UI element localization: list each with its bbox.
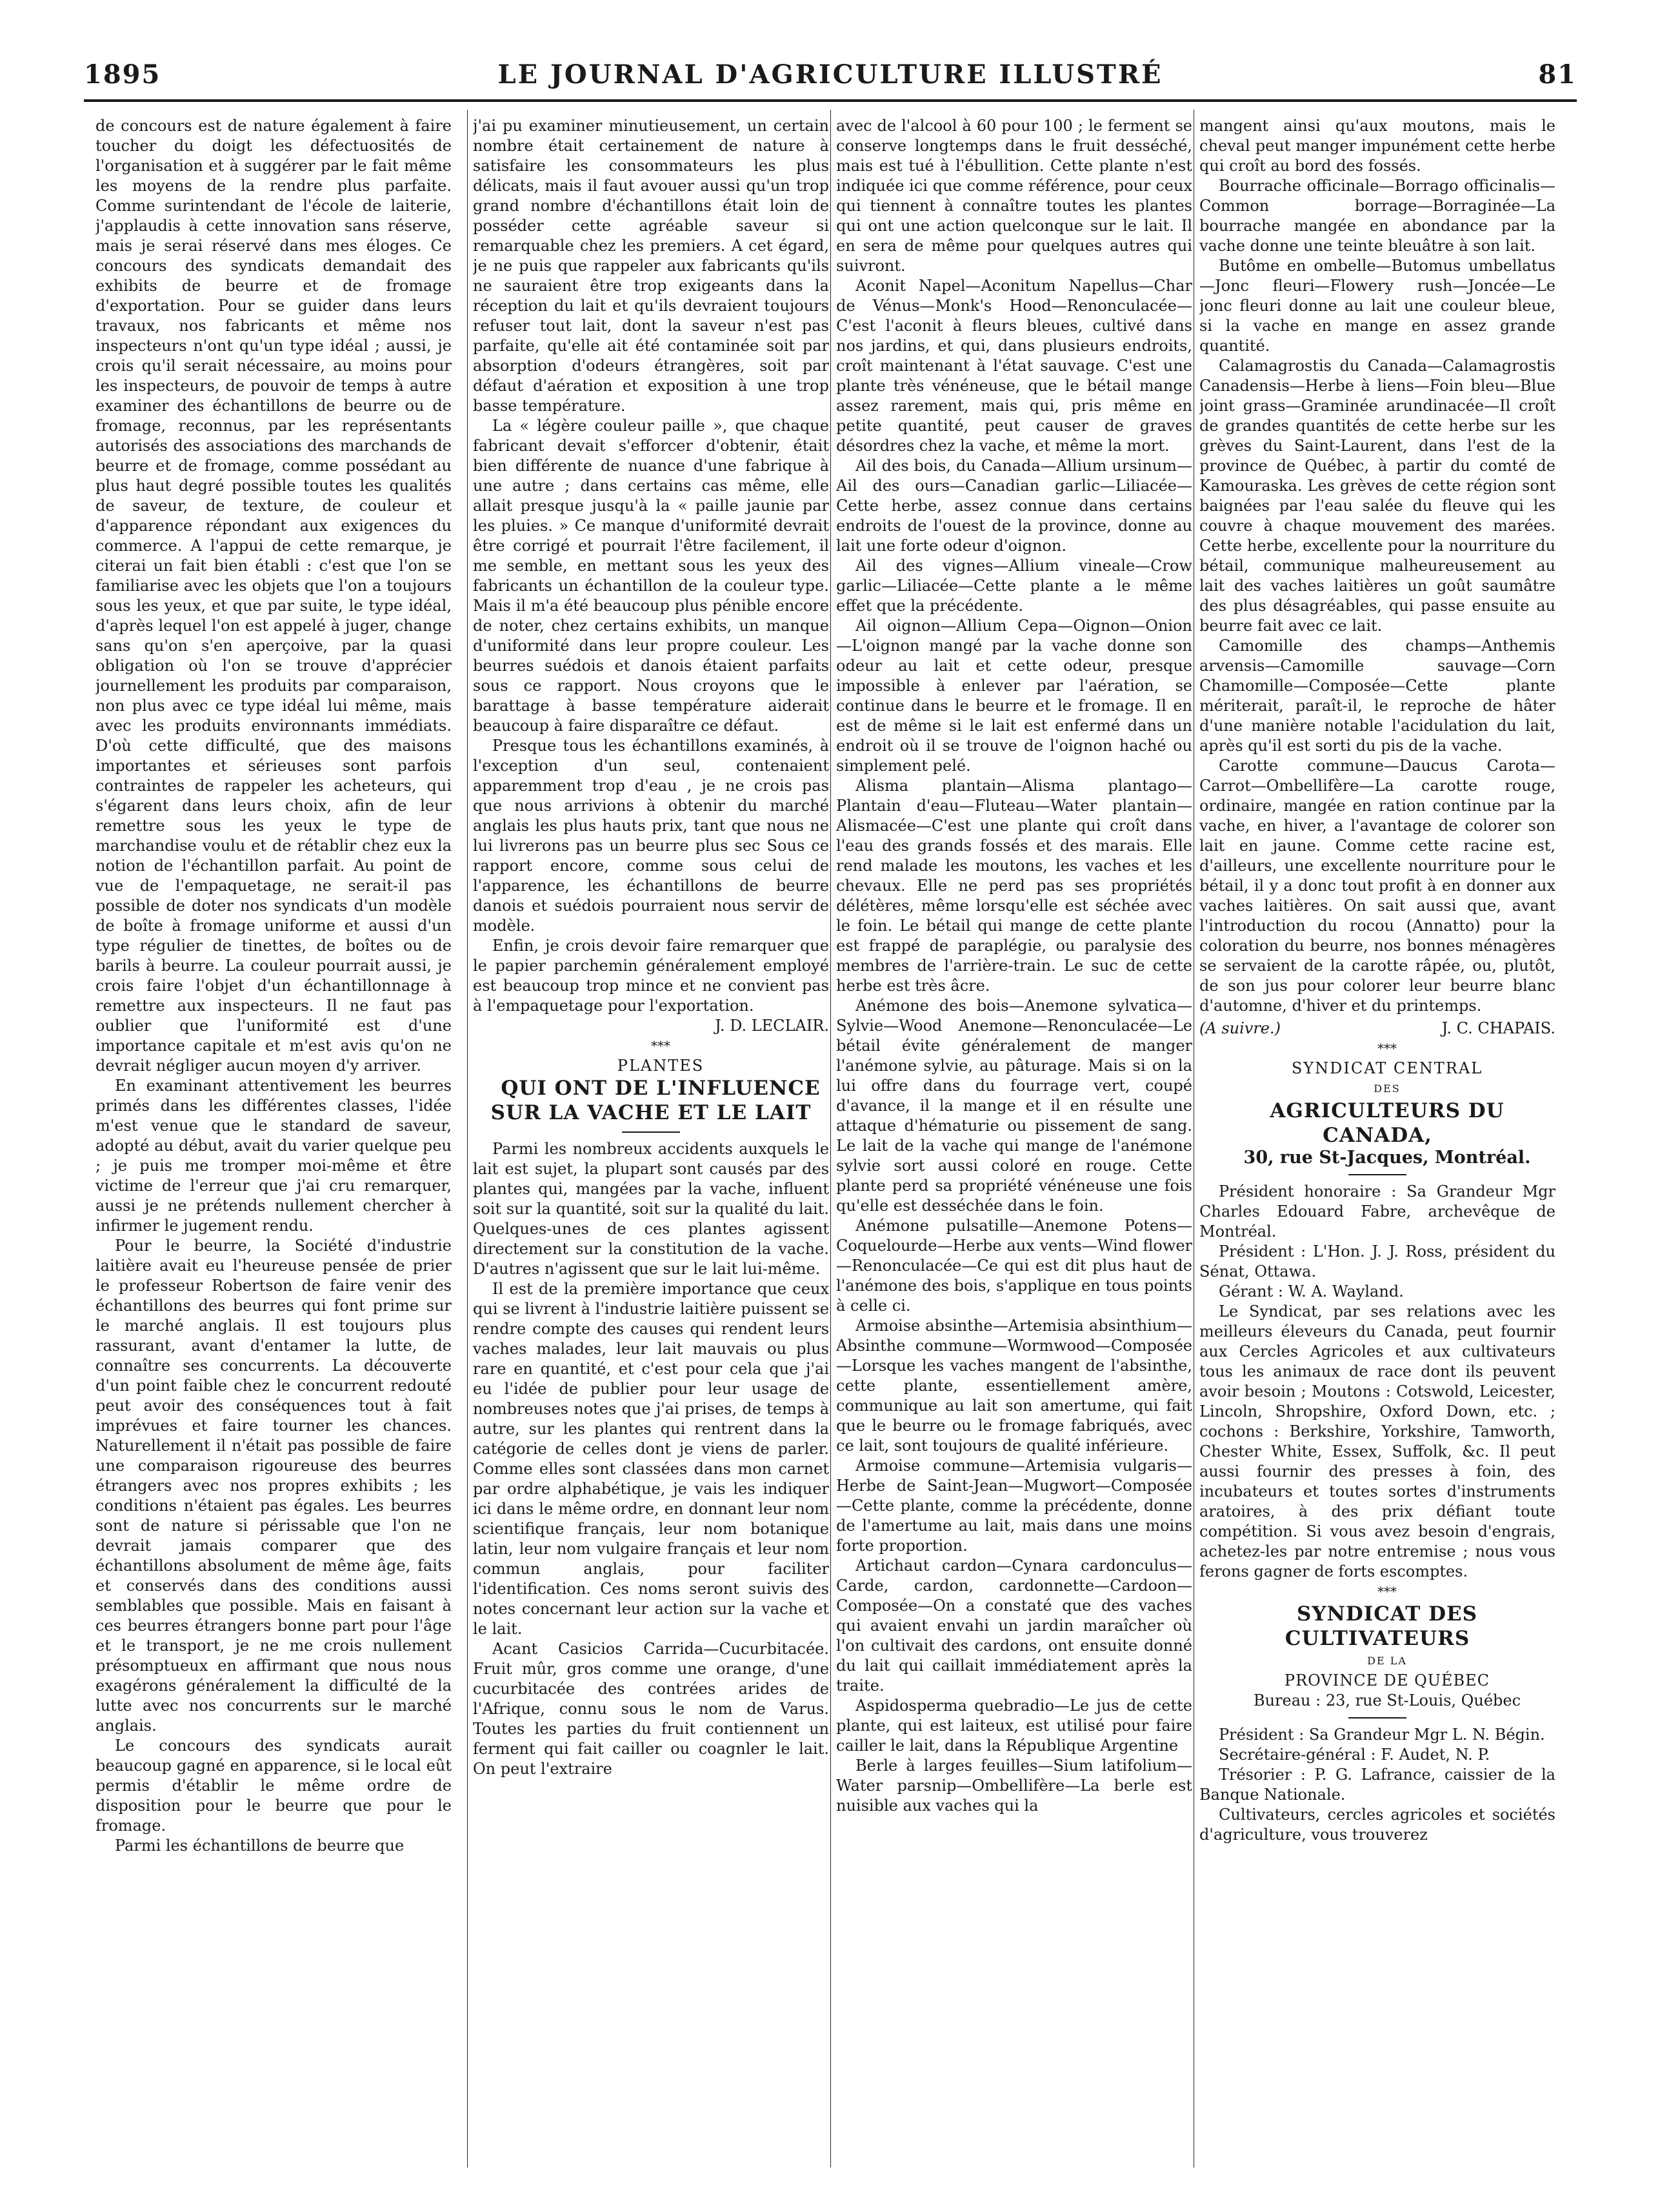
syndicate-kicker: SYNDICAT CENTRAL xyxy=(1291,1059,1483,1077)
column-divider xyxy=(830,110,831,2167)
heading-rule xyxy=(1348,1174,1406,1175)
heading-rule xyxy=(1348,1717,1406,1719)
paragraph: Cultivateurs, cercles agricoles et sociétés d'agriculture, vous trouverez xyxy=(1199,1806,1555,1844)
paragraph: Enfin, je crois devoir faire remarquer que le papier parchemin généralement employé est beaucoup trop mince et ne convient pas à l'empaquetage pour l'exportation. xyxy=(473,937,829,1015)
paragraph: Président : L'Hon. J. J. Ross, président du Sénat, Ottawa. xyxy=(1199,1242,1555,1280)
plant-entry: Anémone des bois—Anemone sylvatica—Sylvie—Wood Anemone—Renonculacée—Le bétail évite généralement de manger l'anémone sylvie, au pâturage. Mais si on la lui offre dans du fourrage vert, coupé d'avance, il la mange et il en résulte une attaque d'hématurie ou pissement de sang. Le lait de la vache qui mange de l'anémone sylvie sort aussi coloré en rouge. Cette plante perd sa propriété vénéneuse une fois qu'elle est desséchée dans le foin. xyxy=(836,997,1192,1215)
header-rule xyxy=(84,99,1577,102)
plant-entry: Calamagrostis du Canada—Calamagrostis Canadensis—Herbe à liens—Foin bleu—Blue joint grass—Graminée arundinacée—Il croît de grandes quantités de cette herbe sur les grèves du Saint-Laurent, dans l'est de la province de Québec, à partir du comté de Kamouraska. Les grèves de cette région sont baignées par l'eau salée du fleuve qui les couvre à chaque mouvement des marées. Cette herbe, excellente pour la nourriture du bétail, communique malheureusement au lait des vaches laitières un goût saumâtre des plus désagréables, qui passe ensuite au beurre fait avec ce lait. xyxy=(1199,357,1555,635)
plant-entry: Aspidosperma quebradio—Le jus de cette plante, qui est laiteux, est utilisé pour faire cailler le lait, dans la République Argentine xyxy=(836,1697,1192,1755)
article-footer xyxy=(1199,1019,1555,1039)
paragraph: Parmi les nombreux accidents auxquels le lait est sujet, la plupart sont causés par des plantes qui, mangées par la vache, influent soit sur la quantité, soit sur la qualité du lait. Quelques-unes de ces plantes agissent directement sur la constitution de la vache. D'autres n'agissent que sur le lait lui-même. xyxy=(473,1140,829,1278)
page-header xyxy=(84,59,1577,94)
paragraph: La « légère couleur paille », que chaque fabricant devait s'efforcer d'obtenir, était bien différente de nuance d'une fabrique à une autre ; dans certains cas même, elle allait presque jusqu'à la « paille jaunie par les pluies. » Ce manque d'uniformité devrait être corrigé et pourrait l'être facilement, il me semble, en mettant sous les yeux des fabricants un échantillon de la couleur type. Mais il m'a été beaucoup plus pénible encore de noter, chez certains exhibits, un manque d'uniformité dans leur propre couleur. Les beurres suédois et danois étaient parfaits sous ce rapport. Nous croyons que le barattage à basse température aiderait beaucoup à faire disparaître ce défaut. xyxy=(473,417,829,735)
plant-entry: Armoise absinthe—Artemisia absinthium—Absinthe commune—Wormwood—Composée—Lorsque les vaches mangent de l'absinthe, cette plante, essentiellement amère, communique au lait son amertume, qui fait que le beurre ou le fromage fabriqués, avec ce lait, sont toujours de qualité inférieure. xyxy=(836,1317,1192,1455)
section-separator: *** xyxy=(1377,1041,1397,1056)
paragraph: Acant Casicios Carrida—Cucurbitacée. Fruit mûr, gros comme une orange, d'une cucurbitacée des contrées arides de l'Afrique, connu sous le nom de Varus. Toutes les parties du fruit contiennent un ferment qui fait cailler ou coagnler le lait. On peut l'extraire xyxy=(473,1640,829,1778)
paragraph: Il est de la première importance que ceux qui se livrent à l'industrie laitière puissent se rendre compte des causes qui rendent leurs vaches malades, leur lait mauvais ou plus rare en quantité, et c'est pour cela que j'ai eu l'idée de publier pour leur usage de nombreuses notes que j'ai prises, de temps à autre, sur les plantes qui rentrent dans la catégorie de celles dont je viens de parler. Comme elles sont classées dans mon carnet par ordre alphabétique, je vais les indiquer ici dans le même ordre, en donnant leur nom scientifique français, leur nom botanique latin, leur nom vulgaire français et leur nom commun anglais, pour faciliter l'identification. Ces noms seront suivis des notes concernant leur action sur la vache et le lait. xyxy=(473,1280,829,1638)
plant-entry: Carotte commune—Daucus Carota—Carrot—Ombellifère—La carotte rouge, ordinaire, mangée en ration continue par la vache, en hiver, a l'avantage de colorer son lait en jaune. Comme cette racine est, d'ailleurs, une excellente nourriture pour le bétail, il y a donc tout profit à en donner aux vaches laitières. On sait aussi que, avant l'introduction du rocou (Annatto) pour la coloration du beurre, nos bonnes ménagères se servaient de la carotte râpée, ou, plutôt, de son jus pour colorer leur beurre blanc d'automne, d'hiver et du printemps. xyxy=(1199,757,1555,1015)
plant-entry: Ail des bois, du Canada—Allium ursinum—Ail des ours—Canadian garlic—Liliacée—Cette herbe, assez connue dans certains endroits de l'ouest de la province, donne au lait une forte odeur d'oignon. xyxy=(836,457,1192,555)
to-be-continued: (A suivre.) xyxy=(1199,1019,1281,1037)
paragraph: j'ai pu examiner minutieusement, un certain nombre était certainement de nature à satisfaire les consommateurs les plus délicats, mais il faut avouer aussi qu'un trop grand nombre d'échantillons était loin de posséder cette agréable saveur si remarquable chez les premiers. A cet égard, je ne puis que rappeler aux fabricants qu'ils ne sauraient être trop exigeants dans la réception du lait et qu'ils devraient toujours refuser tout lait, dont la saveur n'est pas parfaite, qu'elle ait été contaminée soit par absorption d'odeurs étrangères, soit par défaut d'aération et exposition à une trop basse température. xyxy=(473,117,829,415)
paragraph: avec de l'alcool à 60 pour 100 ; le ferment se conserve longtemps dans le fruit desséché, mais est tué à l'ébullition. Cette plante n'est indiquée ici que comme référence, pour ceux qui tiennent à connaître toutes les plantes qui ont une action quelconque sur le lait. Il en sera de même pour quelques autres qui suivront. xyxy=(836,117,1192,275)
paragraph: En examinant attentivement les beurres primés dans les différentes classes, l'idée m'est venue que le standard de saveur, adopté au début, avait du varier quelque peu ; je puis me tromper moi-même et être victime de l'erreur que j'ai cru remarquer, aussi je ne prétends nullement chercher à infirmer le jugement rendu. xyxy=(95,1077,452,1235)
plant-entry: Ail oignon—Allium Cepa—Oignon—Onion—L'oignon mangé par la vache donne son odeur au lait et cette odeur, presque impossible à enlever par l'aération, se continue dans le beurre et le fromage. Il en est de même si le lait est enfermé dans un endroit où il se trouve de l'oignon haché ou simplement pelé. xyxy=(836,617,1192,775)
journal-title: LE JOURNAL D'AGRICULTURE ILLUSTRÉ xyxy=(497,59,1163,90)
plant-entry: Bourrache officinale—Borrago officinalis—Common borrage—Borraginée—La bourrache mangée en abondance par la vache donne une teinte bleuâtre à son lait. xyxy=(1199,177,1555,255)
paragraph: Le Syndicat, par ses relations avec les meilleurs éleveurs du Canada, peut fournir aux Cercles Agricoles et aux cultivateurs tous les animaux de race dont ils peuvent avoir besoin ; Moutons : Cotswold, Leicester, Lincoln, Shropshire, Oxford Down, etc. ; cochons : Berkshire, Yorkshire, Tamworth, Chester White, Essex, Suffolk, &c. Il peut aussi fournir des presses à foin, des incubateurs et toutes sortes d'instruments aratoires, à des prix défiant toute compétition. Si vous avez besoin d'engrais, achetez-les par notre entremise ; nous vous ferons gagner de forts escomptes. xyxy=(1199,1302,1555,1580)
syndicate-des: DES xyxy=(1374,1082,1401,1095)
syndicate-bureau: Bureau : 23, rue St-Louis, Québec xyxy=(1253,1691,1521,1709)
plant-entry: Ail des vignes—Allium vineale—Crow garlic—Liliacée—Cette plante a le même effet que la précédente. xyxy=(836,557,1192,615)
heading-rule xyxy=(622,1131,680,1133)
plant-entry: Berle à larges feuilles—Sium latifolium—Water parsnip—Ombellifère—La berle est nuisible aux vaches qui la xyxy=(836,1757,1192,1815)
syndicate-province: PROVINCE DE QUÉBEC xyxy=(1284,1671,1490,1689)
column-divider xyxy=(467,110,468,2167)
plant-entry: Aconit Napel—Aconitum Napellus—Char de Vénus—Monk's Hood—Renonculacée—C'est l'aconit à fleurs bleues, cultivé dans nos jardins, et qui, dans plusieurs endroits, croît maintenant à l'état sauvage. C'est une plante très vénéneuse, que le bétail mange assez rarement, mais qui, pris même en petite quantité, peut causer de graves désordres chez la vache, et même la mort. xyxy=(836,277,1192,455)
paragraph: Pour le beurre, la Société d'industrie laitière avait eu l'heureuse pensée de prier le professeur Robertson de faire venir des échantillons des beurres qui font prime sur le marché anglais. Il est toujours plus rassurant, avant d'entamer la lutte, de connaître ses concurrents. La découverte d'un point faible chez le concurrent redouté peut avoir des conséquences tout à fait imprévues et faire tourner les chances. Naturellement il n'était pas possible de faire une comparaison rigoureuse des beurres étrangers avec nos propres exhibits ; les conditions n'étaient pas égales. Les beurres sont de nature si périssable que l'on ne devrait jamais comparer que des échantillons absolument de même âge, faits et conservés dans des conditions aussi semblables que possible. Mais en faisant à ces beurres étrangers bonne part pour l'âge et le transport, je ne me crois nullement présomptueux en affirmant que nous nous exagérons généralement la difficulté de la lutte avec nos concurrents sur le marché anglais. xyxy=(95,1237,452,1735)
page-number: 81 xyxy=(1538,59,1577,90)
column-4 xyxy=(1199,116,1555,2161)
author-signature: J. C. CHAPAIS. xyxy=(1441,1019,1555,1037)
paragraph: Gérant : W. A. Wayland. xyxy=(1219,1282,1404,1300)
section-separator: *** xyxy=(651,1038,670,1053)
paragraph: mangent ainsi qu'aux moutons, mais le cheval peut manger impunément cette herbe qui croît au bord des fossés. xyxy=(1199,117,1555,175)
paragraph: Le concours des syndicats aurait beaucoup gagné en apparence, si le local eût permis d'établir le même ordre de disposition pour le beurre que pour le fromage. xyxy=(95,1737,452,1835)
syndicate-address: 30, rue St-Jacques, Montréal. xyxy=(1243,1148,1531,1168)
plant-entry: Camomille des champs—Anthemis arvensis—Camomille sauvage—Corn Chamomille—Composée—Cette plante mériterait, paraît-il, le reproche de hâter d'une manière notable l'acidulation du lait, après qu'il est sorti du pis de la vache. xyxy=(1199,637,1555,755)
paragraph: Président honoraire : Sa Grandeur Mgr Charles Edouard Fabre, archevêque de Montréal. xyxy=(1199,1182,1555,1241)
paragraph: Secrétaire-général : F. Audet, N. P. xyxy=(1219,1746,1490,1764)
plant-entry: Butôme en ombelle—Butomus umbellatus—Jonc fleuri—Flowery rush—Joncée—Le jonc fleuri donne au lait une couleur bleue, si la vache en mange en assez grande quantité. xyxy=(1199,257,1555,355)
plant-entry: Anémone pulsatille—Anemone Potens—Coquelourde—Herbe aux vents—Wind flower—Renonculacée—Ce qui est dit plus haut de l'anémone des bois, s'applique en tous points à celle ci. xyxy=(836,1217,1192,1315)
paragraph: Presque tous les échantillons examinés, à l'exception d'un seul, contenaient apparemment trop d'eau , je ne crois pas que nous arrivions à obtenir du marché anglais les plus hauts prix, tant que nous ne lui livrerons pas un beurre plus sec Sous ce rapport encore, comme sous celui de l'apparence, les échantillons de beurre danois et suédois pourraient nous servir de modèle. xyxy=(473,737,829,935)
column-1 xyxy=(95,116,452,2161)
plant-entry: Artichaut cardon—Cynara cardonculus—Carde, cardon, cardonnette—Cardoon—Composée—On a constaté que des vaches qui avaient envahi un jardin maraîcher où l'on cultivait des cardons, ont ensuite donné du lait qui caillait immédiatement après la traite. xyxy=(836,1557,1192,1695)
article-kicker: PLANTES xyxy=(617,1057,705,1075)
plant-entry: Alisma plantain—Alisma plantago—Plantain d'eau—Fluteau—Water plantain—Alismacée—C'est une plante qui croît dans l'eau des grands fossés et des marais. Elle rend malade les moutons, les vaches et les chevaux. Elle ne perd pas ses propriétés délétères, même lorsqu'elle est séchée avec le foin. Le bétail qui mange de cette plante est frappé de paraplégie, ou paralysie des membres de l'arrière-train. Le suc de cette herbe est très âcre. xyxy=(836,777,1192,995)
paragraph: Parmi les échantillons de beurre que xyxy=(115,1837,405,1855)
paragraph: Président : Sa Grandeur Mgr L. N. Bégin. xyxy=(1219,1726,1545,1744)
author-signature: J. D. LECLAIR. xyxy=(715,1017,829,1035)
section-separator: *** xyxy=(1377,1584,1397,1599)
paragraph: de concours est de nature également à faire toucher du doigt les défectuosités de l'organisation et à suggérer par le fait même les moyens de la rendre plus parfaite. Comme surintendant de l'école de laiterie, j'applaudis à cette innovation sans réserve, mais je serai réservé dans mes éloges. Ce concours des syndicats demandait des exhibits de beurre et de fromage d'exportation. Pour se guider dans leurs travaux, nos fabricants et même nos inspecteurs n'ont qu'un type idéal ; aussi, je crois qu'il serait nécessaire, au moins pour les inspecteurs, de pouvoir de temps à autre examiner des échantillons de beurre ou de fromage, reconnus, par les représentants autorisés des associations des marchands de beurre et de fromage, comme possédant au plus haut degré possible toutes les qualités de saveur, de texture, de couleur et d'apparence répondant aux exigences du commerce. A l'appui de cette remarque, je citerai un fait bien établi : c'est que l'on se familiarise avec les objets que l'on a toujours sous les yeux, et que par suite, le type idéal, d'après lequel l'on est appelé à juger, change sans qu'on s'en aperçoive, par la quasi obligation où l'on se trouve d'apprécier journellement les produits par comparaison, non plus avec ce type idéal lui même, mais avec les produits environnants immédiats. D'où cette difficulté, que des maisons importantes et sérieuses sont parfois contraintes de rappeler les acheteurs, qui s'égarent dans leurs choix, afin de leur remettre sous les yeux le type de marchandise voulu et de rétablir chez eux la notion de l'échantillon parfait. Au point de vue de l'empaquetage, ne serait-il pas possible de doter nos syndicats d'un modèle de boîte à fromage uniforme et aussi d'un type régulier de tinettes, de boîtes ou de barils à beurre. La couleur pourrait aussi, je crois faire l'objet d'un échantillonnage à remettre aux inspecteurs. Il ne faut pas oublier que l'uniformité est d'une importance capitale et m'est avis qu'on ne devrait négliger aucun moyen d'y arriver. xyxy=(95,117,452,1075)
plant-entry: Armoise commune—Artemisia vulgaris—Herbe de Saint-Jean—Mugwort—Composée—Cette plante, comme la précédente, donne de l'amertume au lait, mais dans une moins forte proportion. xyxy=(836,1457,1192,1555)
header-year: 1895 xyxy=(84,59,161,90)
syndicate-heading: AGRICULTEURS DU CANADA, xyxy=(1270,1099,1505,1147)
column-3 xyxy=(836,116,1192,2161)
paragraph: Trésorier : P. G. Lafrance, caissier de la Banque Nationale. xyxy=(1199,1766,1555,1804)
syndicate-heading: SYNDICAT DES CULTIVATEURS xyxy=(1285,1602,1478,1650)
column-2 xyxy=(473,116,829,2161)
syndicate-de-la: DE LA xyxy=(1367,1655,1407,1667)
article-heading: QUI ONT DE L'INFLUENCE SUR LA VACHE ET LE LAIT xyxy=(490,1077,821,1124)
